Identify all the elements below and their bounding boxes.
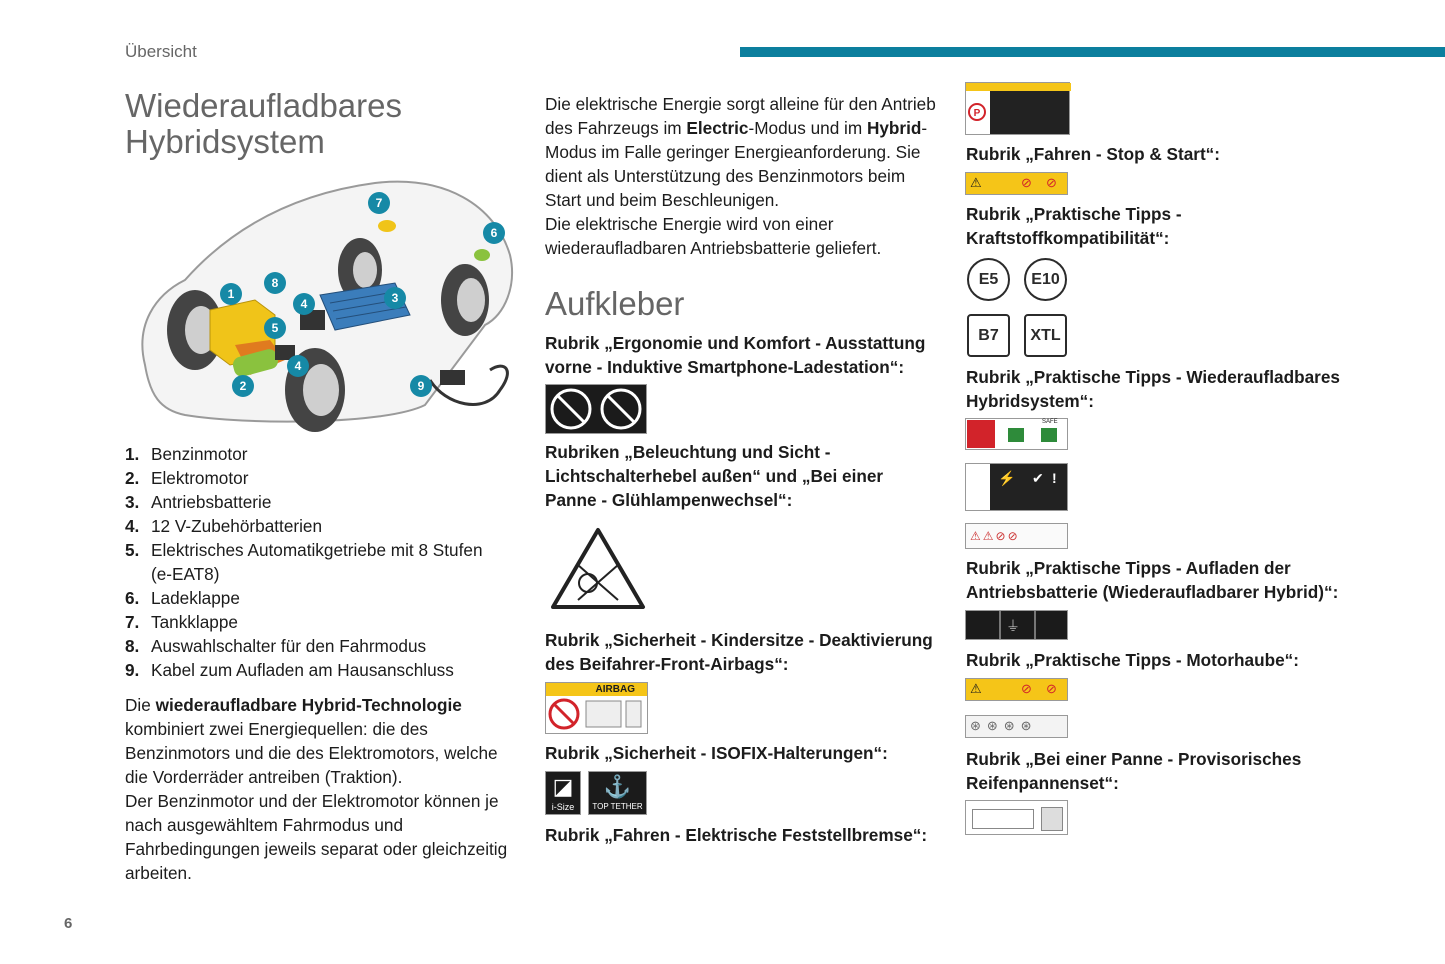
fuel-b7-label: B7 bbox=[967, 314, 1010, 357]
sticker-charging bbox=[965, 610, 1068, 640]
rubric-tyre-repair: Rubrik „Bei einer Panne - Provisorisches Reifenpannenset“: bbox=[966, 749, 1302, 793]
sticker-hybrid-safe: SAFE bbox=[965, 418, 1068, 450]
title-line-1: Wiederaufladbares bbox=[125, 87, 402, 124]
callout-8: 8 bbox=[271, 276, 279, 290]
fuel-xtl-label: XTL bbox=[1024, 314, 1067, 357]
sticker-stop-start bbox=[965, 172, 1068, 195]
warning-symbols-icon: ⚠⚠⊘⊘ bbox=[970, 529, 1020, 543]
list-item: 2. Elektromotor bbox=[125, 468, 249, 488]
rubric-fuel-compat: Rubrik „Praktische Tipps - Kraftstoffkompatibilität“: bbox=[966, 204, 1182, 248]
no-symbol-icon: ⊘ bbox=[1021, 681, 1032, 696]
airbag-child-seat-icon bbox=[546, 696, 646, 732]
header-accent-bar bbox=[740, 47, 1445, 57]
electric-energy-text: Die elektrische Energie sorgt alleine für den Antrieb des Fahrzeugs im Electric-Modus und im Hybrid-Modus im Falle geringer Energieanforderung. Sie dient als Unterstützung des Benzinmotors beim Start und beim Beschleunigen. Die elektrische Energie wird von einer wiederaufladbaren Antriebsbatterie geliefert. bbox=[545, 94, 936, 258]
callout-4b: 4 bbox=[294, 359, 302, 373]
rubric-hybrid-system: Rubrik „Praktische Tipps - Wiederaufladbares Hybridsystem“: bbox=[966, 367, 1340, 411]
callout-1: 1 bbox=[227, 287, 235, 301]
warning-icon: ⚠ bbox=[970, 681, 982, 696]
fuel-e10-label: E10 bbox=[1024, 258, 1067, 301]
no-symbol-icon: ⊘ bbox=[1021, 175, 1032, 190]
parking-brake-icon: P bbox=[968, 103, 986, 121]
sticker-bonnet-stop-start bbox=[965, 678, 1068, 701]
callout-6: 6 bbox=[490, 226, 498, 240]
page-number: 6 bbox=[64, 915, 73, 932]
sticker-induction-charging bbox=[545, 384, 647, 434]
no-card-icon bbox=[546, 385, 646, 433]
callout-9: 9 bbox=[417, 379, 425, 393]
list-item: 5. Elektrisches Automatikgetriebe mit 8 Stufen (e-EAT8) bbox=[125, 540, 483, 584]
rubric-airbag: Rubrik „Sicherheit - Kindersitze - Deaktivierung des Beifahrer-Front-Airbags“: bbox=[545, 630, 933, 674]
hybrid-description: Die wiederaufladbare Hybrid-Technologie kombiniert zwei Energiequellen: die des Benzinmotors und die des Elektromotors, welche die Vorderräder antreiben (Traktion). Der Benzinmotor und der Elektromotor können je nach ausgewähltem Fahrmodus und Fahrbedingungen jeweils separat oder gleichzeitig arbeiten. bbox=[125, 695, 508, 883]
stop-icon: ⊘ bbox=[1046, 681, 1057, 696]
compressor-icon bbox=[1041, 807, 1063, 831]
airbag-label: AIRBAG bbox=[546, 683, 647, 696]
anchor-icon: ⚓ bbox=[603, 774, 632, 799]
rubric-lighting: Rubriken „Beleuchtung und Sicht - Lichtschalterhebel außen“ und „Bei einer Panne - Glühlampenwechsel“: bbox=[545, 442, 884, 510]
plug-icon: ⏚ bbox=[1006, 618, 1020, 634]
rubric-stop-start: Rubrik „Fahren - Stop & Start“: bbox=[966, 144, 1221, 164]
section-label: Übersicht bbox=[125, 42, 197, 61]
sticker-airbag bbox=[545, 682, 648, 734]
fuel-e5-label: E5 bbox=[967, 258, 1010, 301]
rubric-charging: Rubrik „Praktische Tipps - Aufladen der Antriebsbatterie (Wiederaufladbarer Hybrid)“: bbox=[966, 558, 1339, 602]
list-item: 9. Kabel zum Aufladen am Hausanschluss bbox=[125, 660, 454, 680]
sticker-parking-brake bbox=[965, 82, 1070, 135]
high-voltage-icon bbox=[967, 420, 995, 448]
lightning-icon: ⚡ bbox=[998, 470, 1016, 486]
sticker-bonnet-fan bbox=[965, 715, 1068, 738]
hybrid-car-diagram bbox=[125, 175, 520, 437]
fan-icon: ⊛⊛⊛⊛ bbox=[970, 718, 1038, 733]
sticker-hybrid-status bbox=[965, 463, 1068, 511]
rubric-parking-brake: Rubrik „Fahren - Elektrische Feststellbremse“: bbox=[545, 825, 928, 845]
rubric-smartphone-charging: Rubrik „Ergonomie und Komfort - Ausstattung vorne - Induktive Smartphone-Ladestation“: bbox=[545, 333, 926, 377]
sticker-tyre-repair bbox=[965, 800, 1068, 835]
sticker-isize: ◪ i-Size bbox=[545, 771, 581, 815]
callout-3: 3 bbox=[391, 291, 399, 305]
rubric-bonnet: Rubrik „Praktische Tipps - Motorhaube“: bbox=[966, 650, 1299, 670]
hot-bulb-warning-icon bbox=[548, 525, 648, 615]
title-line-2: Hybridsystem bbox=[125, 123, 325, 160]
list-item: 3. Antriebsbatterie bbox=[125, 492, 272, 512]
callout-7: 7 bbox=[375, 196, 383, 210]
list-item: 8. Auswahlschalter für den Fahrmodus bbox=[125, 636, 427, 656]
callout-5: 5 bbox=[271, 321, 279, 335]
callout-2: 2 bbox=[239, 379, 247, 393]
component-list bbox=[125, 442, 525, 682]
exclamation-icon: ! bbox=[1052, 470, 1057, 486]
callout-4a: 4 bbox=[300, 297, 308, 311]
page-title bbox=[125, 88, 402, 160]
list-item: 4. 12 V-Zubehörbatterien bbox=[125, 516, 323, 536]
sticker-top-tether: ⚓ TOP TETHER bbox=[588, 771, 647, 815]
stop-icon: ⊘ bbox=[1046, 175, 1057, 190]
stickers-title: Aufkleber bbox=[545, 285, 685, 322]
list-item: 6. Ladeklappe bbox=[125, 588, 240, 608]
list-item: 1. Benzinmotor bbox=[125, 444, 248, 464]
check-icon: ✔ bbox=[1032, 470, 1044, 486]
child-seat-icon: ◪ bbox=[552, 774, 574, 799]
sticker-hybrid-warnings bbox=[965, 523, 1068, 549]
list-item: 7. Tankklappe bbox=[125, 612, 238, 632]
rubric-isofix: Rubrik „Sicherheit - ISOFIX-Halterungen“: bbox=[545, 743, 888, 763]
warning-icon: ⚠ bbox=[970, 175, 982, 190]
